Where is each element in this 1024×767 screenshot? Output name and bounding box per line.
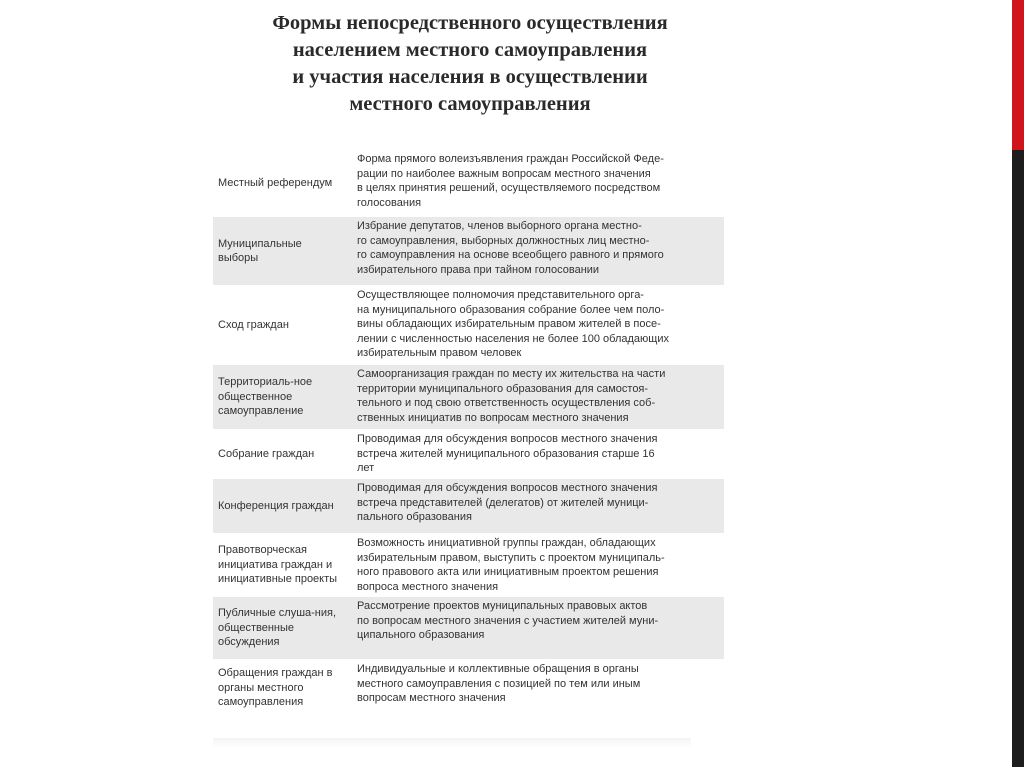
definition-line: на муниципального образования собрание более чем поло- — [357, 303, 665, 316]
definition-line: ципального образования — [357, 629, 485, 641]
definition-line: ственных инициатив по вопросам местного значения — [357, 411, 629, 424]
definition-line: вопросам местного значения — [357, 692, 506, 704]
row-definition — [349, 365, 724, 429]
definition-line: встреча представителей (делегатов) от жителей муници- — [357, 496, 649, 509]
table-row — [213, 660, 724, 717]
definition-line: пального образования — [357, 511, 472, 523]
row-term — [213, 534, 349, 596]
row-definition — [349, 430, 724, 478]
title-line: местного самоуправления — [349, 93, 591, 115]
row-term — [213, 430, 349, 478]
row-term — [213, 597, 349, 659]
definition-line: встреча жителей муниципального образования старше 16 — [357, 447, 655, 460]
forms-table — [213, 150, 724, 717]
definition-line: лении с численностью населения не более 100 обладающих — [357, 332, 669, 345]
accent-bar-red — [1012, 0, 1024, 150]
table-row — [213, 597, 724, 660]
table-row — [213, 534, 724, 597]
row-term — [213, 286, 349, 364]
definition-line: Рассмотрение проектов муниципальных правовых актов — [357, 600, 648, 612]
definition-line: вины обладающих избирательным правом жителей в посе- — [357, 318, 661, 330]
row-term — [213, 217, 349, 285]
row-definition — [349, 286, 724, 364]
table-row — [213, 365, 724, 430]
row-definition — [349, 534, 724, 596]
row-term-text: Обращения граждан в органы местного самоуправления — [218, 667, 333, 709]
definition-line: местного самоуправления с позицией по тем или иным — [357, 677, 641, 690]
definition-line: го самоуправления, выборных должностных лиц местно- — [357, 234, 650, 247]
definition-line: голосования — [357, 196, 422, 209]
definition-line: тельного и под свою ответственность осуществления соб- — [357, 397, 656, 409]
title-line: Формы непосредственного осуществления — [272, 12, 668, 34]
row-term — [213, 150, 349, 216]
definition-line: избирательным правом человек — [357, 347, 522, 359]
definition-line: вопроса местного значения — [357, 580, 499, 593]
slide-accent-bar — [1012, 0, 1024, 767]
definition-line: Проводимая для обсуждения вопросов местного значения — [357, 433, 658, 445]
definition-line: Проводимая для обсуждения вопросов местного значения — [357, 482, 658, 494]
row-term — [213, 365, 349, 429]
definition-line: го самоуправления на основе всеобщего равного и прямого — [357, 249, 664, 261]
row-term-text: Собрание граждан — [218, 447, 315, 460]
row-term-text: Публичные слуша-ния, общественные обсуждения — [218, 607, 337, 649]
table-bottom-edge — [213, 738, 691, 748]
row-definition — [349, 150, 724, 216]
table-row — [213, 479, 724, 534]
row-term-text: Территориаль-ное общественное самоуправление — [218, 376, 313, 418]
row-term-text: Правотворческая инициатива граждан и инициативные проекты — [218, 544, 338, 586]
definition-line: по вопросам местного значения с участием жителей муни- — [357, 614, 659, 627]
row-term — [213, 479, 349, 533]
definition-line: рации по наиболее важным вопросам местного значения — [357, 167, 651, 180]
definition-line: территории муниципального образования для самостоя- — [357, 382, 649, 395]
row-term-text: Конференция граждан — [218, 499, 334, 512]
definition-line: Осуществляющее полномочия представительного орга- — [357, 289, 644, 301]
definition-line: Возможность инициативной группы граждан, обладающих — [357, 537, 656, 549]
definition-line: в целях принятия решений, осуществляемого посредством — [357, 182, 661, 194]
accent-bar-dark — [1012, 150, 1024, 767]
row-term-text: Муниципальные выборы — [218, 237, 302, 264]
title-line: и участия населения в осуществлении — [292, 66, 648, 88]
row-definition — [349, 660, 724, 716]
table-row — [213, 286, 724, 365]
row-term-text: Местный референдум — [218, 176, 333, 189]
row-term-text: Сход граждан — [218, 318, 289, 331]
definition-line: лет — [357, 462, 375, 474]
row-term — [213, 660, 349, 716]
table-row — [213, 217, 724, 286]
row-definition — [349, 479, 724, 533]
table-row — [213, 150, 724, 217]
definition-line: избирательного права при тайном голосовании — [357, 263, 600, 276]
title-line: населением местного самоуправления — [292, 39, 648, 61]
definition-line: избирательным правом, выступить с проектом муниципаль- — [357, 551, 665, 564]
definition-line: Избрание депутатов, членов выборного органа местно- — [357, 220, 642, 232]
page-title — [210, 10, 730, 118]
row-definition — [349, 597, 724, 659]
definition-line: Самоорганизация граждан по месту их жительства на части — [357, 368, 666, 380]
definition-line: Индивидуальные и коллективные обращения в органы — [357, 663, 639, 675]
row-definition — [349, 217, 724, 285]
table-row — [213, 430, 724, 479]
definition-line: ного правового акта или инициативным проектом решения — [357, 566, 659, 578]
definition-line: Форма прямого волеизъявления граждан Российской Феде- — [357, 153, 664, 165]
